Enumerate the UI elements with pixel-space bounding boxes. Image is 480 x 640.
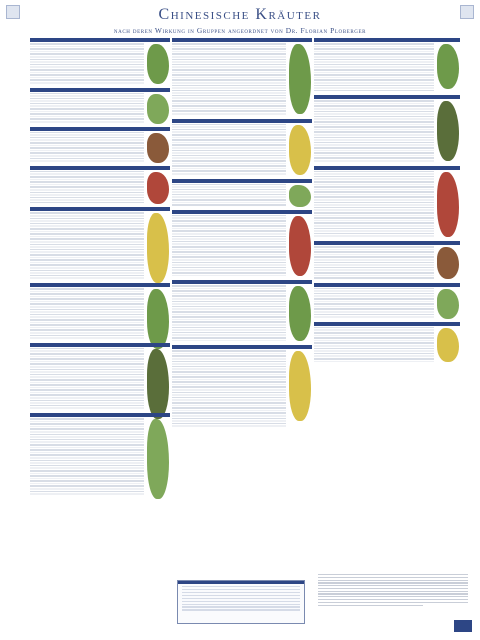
group-header-bar [30, 166, 170, 170]
plant-illustration [289, 351, 311, 421]
herb-group-table [30, 38, 170, 84]
group-header-bar [30, 343, 170, 347]
plant-illustration [437, 289, 459, 319]
herb-group-table [172, 210, 312, 276]
herb-group-table [314, 283, 460, 318]
herb-group-table [314, 166, 460, 237]
herb-group-table [172, 38, 312, 115]
herb-group-table [172, 119, 312, 175]
plant-illustration [289, 286, 311, 341]
group-header-bar [30, 127, 170, 131]
group-header-bar [172, 179, 312, 183]
group-header-bar [314, 283, 460, 287]
herb-group-table [314, 95, 460, 161]
herb-group-table [172, 345, 312, 427]
herb-group-table [314, 38, 460, 91]
group-header-bar [30, 88, 170, 92]
plant-illustration [147, 349, 169, 419]
plant-illustration [289, 44, 311, 114]
plant-illustration [147, 172, 169, 204]
plant-illustration [437, 247, 459, 279]
column-middle [172, 38, 312, 431]
group-header-bar [172, 345, 312, 349]
page-subtitle: nach deren Wirkung in Gruppen angeordnet von Dr. Florian Ploberger [113, 26, 367, 35]
group-header-bar [30, 207, 170, 211]
plant-illustration [147, 419, 169, 499]
herb-group-table [30, 88, 170, 123]
group-header-bar [314, 322, 460, 326]
group-header-bar [314, 166, 460, 170]
herb-group-table [30, 343, 170, 409]
herb-group-table [30, 127, 170, 162]
column-left [30, 38, 170, 499]
herb-group-table [314, 241, 460, 279]
plant-illustration [437, 328, 459, 362]
plant-illustration [437, 172, 459, 237]
group-header-bar [172, 210, 312, 214]
group-header-bar [314, 38, 460, 42]
herb-group-table [172, 280, 312, 341]
group-header-bar [314, 241, 460, 245]
legend-header-bar [178, 581, 304, 584]
herb-group-table [314, 322, 460, 362]
plant-illustration [147, 289, 169, 349]
plant-illustration [437, 44, 459, 89]
plant-illustration [147, 133, 169, 163]
column-right [314, 38, 460, 366]
group-header-bar [30, 413, 170, 417]
plant-illustration [289, 185, 311, 207]
group-header-bar [30, 283, 170, 287]
page-title: Chinesische Kräuter [158, 6, 322, 23]
plant-illustration [437, 101, 459, 161]
plant-illustration [147, 44, 169, 84]
herb-group-table [30, 166, 170, 204]
herb-group-table [30, 283, 170, 339]
plant-illustration [147, 213, 169, 283]
group-header-bar [172, 38, 312, 42]
footnotes [318, 574, 468, 626]
plant-illustration [289, 125, 311, 175]
herb-group-table [30, 413, 170, 495]
group-header-bar [172, 119, 312, 123]
plant-illustration [147, 94, 169, 124]
group-header-bar [30, 38, 170, 42]
publisher-logo-icon [454, 620, 472, 632]
legend-box [177, 580, 305, 624]
plant-illustration [289, 216, 311, 276]
herb-group-table [172, 179, 312, 206]
herb-group-table [30, 207, 170, 278]
group-header-bar [314, 95, 460, 99]
group-header-bar [172, 280, 312, 284]
